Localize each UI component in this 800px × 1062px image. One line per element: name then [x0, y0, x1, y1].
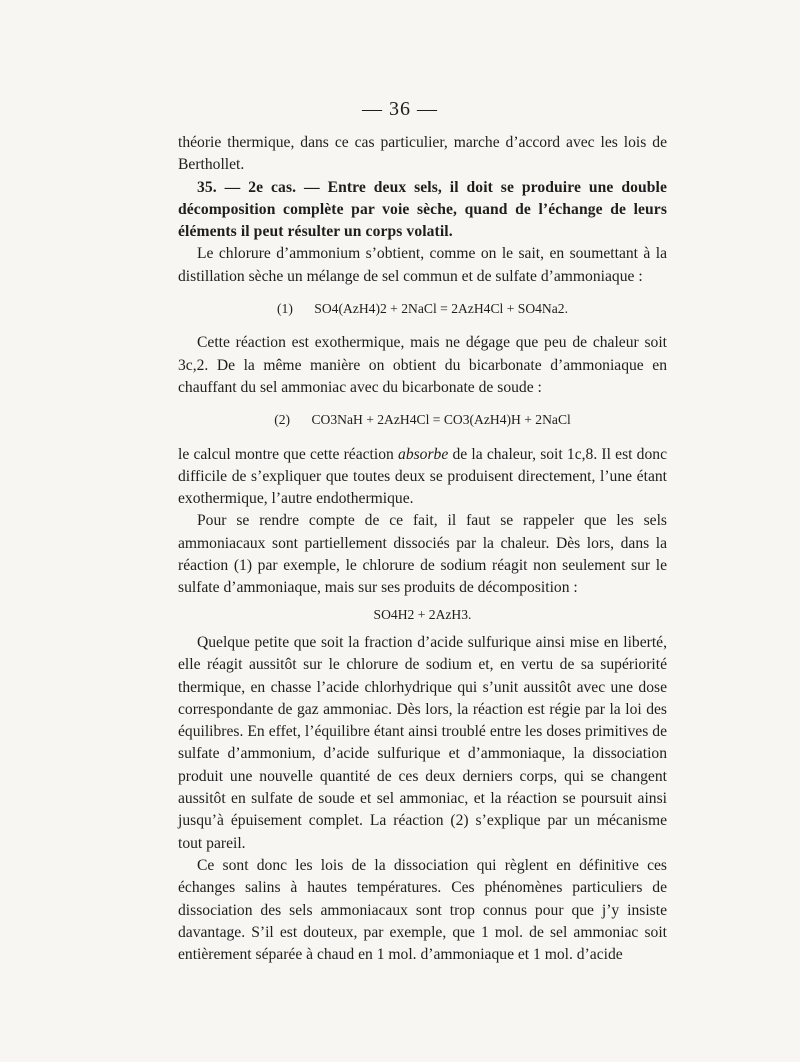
paragraph-6: Pour se rendre compte de ce fait, il faut se rappeler que les sels ammoniacaux sont partiellement dissociés par la chaleur. Dès lors, dans la réaction (1) par exemple, le chlorure de sodium réagit non seulement sur le sulfate d’ammoniaque, mais sur ses produits de décomposition : — [178, 512, 667, 597]
paragraph-5-end: de la chaleur, soit 1c,8. Il est donc difficile de s’expliquer que toutes deux se produisent directement, l’une étant exothermique, l’autre endothermique. — [178, 445, 667, 508]
equation-2-formula: CO3NaH + 2AzH4Cl = CO3(AzH4)H + 2NaCl — [311, 412, 571, 428]
paragraph-5-emphasis: absorbe — [398, 445, 449, 463]
equation-2 — [178, 409, 667, 431]
paragraph-7: Quelque petite que soit la fraction d’acide sulfurique ainsi mise en liberté, elle réagit aussitôt sur le chlorure de sodium et, en vertu de sa supériorité thermique, en chasse l’acide chlorhydrique qui s’unit aussitôt avec une dose correspondante de gaz ammoniac. Dès lors, la réaction est régie par la loi des équilibres. En effet, l’équilibre étant ainsi troublé entre les doses primitives de sulfate d’ammonium, d’acide sulfurique et d’ammoniaque, la dissociation produit une nouvelle quantité de ces deux derniers corps, qui se changent aussitôt en sulfate de soude et sel ammoniac, et la réaction se poursuit ainsi jusqu’à épuisement complet. La réaction (2) s’explique par un mécanisme tout pareil. — [178, 633, 667, 852]
paragraph-5-start: le calcul montre que cette réaction — [178, 445, 394, 463]
paragraph-1: théorie thermique, dans ce cas particulier, marche d’accord avec les lois de Berthollet. — [178, 134, 667, 174]
equation-3: SO4H2 + 2AzH3. — [373, 606, 472, 622]
page-number: — 36 — — [362, 98, 438, 120]
body-text — [178, 132, 667, 966]
section-heading-35: 35. — 2e cas. — Entre deux sels, il doit se produire une double décomposition complète par voie sèche, quand de l’échange de leurs éléments il peut résulter un corps volatil. — [178, 178, 667, 241]
equation-1-formula: SO4(AzH4)2 + 2NaCl = 2AzH4Cl + SO4Na2. — [314, 301, 568, 317]
paragraph-4: Cette réaction est exothermique, mais ne dégage que peu de chaleur soit 3c,2. De la même manière on obtient du bicarbonate d’ammoniaque en chauffant du sel ammoniac avec du bicarbonate de soude : — [178, 334, 667, 396]
paragraph-3: Le chlorure d’ammonium s’obtient, comme on le sait, en soumettant à la distillation sèche un mélange de sel commun et de sulfate d’ammoniaque : — [178, 245, 667, 285]
paragraph-8: Ce sont donc les lois de la dissociation qui règlent en définitive ces échanges salins à hautes températures. Ces phénomènes particuliers de dissociation des sels ammoniacaux sont trop connus pour que j’y insiste davantage. S’il est douteux, par exemple, que 1 mol. de sel ammoniac soit entièrement séparée à chaud en 1 mol. d’ammoniaque et 1 mol. d’acide — [178, 856, 667, 964]
paragraph-5 — [178, 444, 667, 511]
equation-1-number: (1) — [277, 301, 293, 317]
equation-2-number: (2) — [274, 412, 291, 428]
equation-1 — [178, 298, 667, 320]
